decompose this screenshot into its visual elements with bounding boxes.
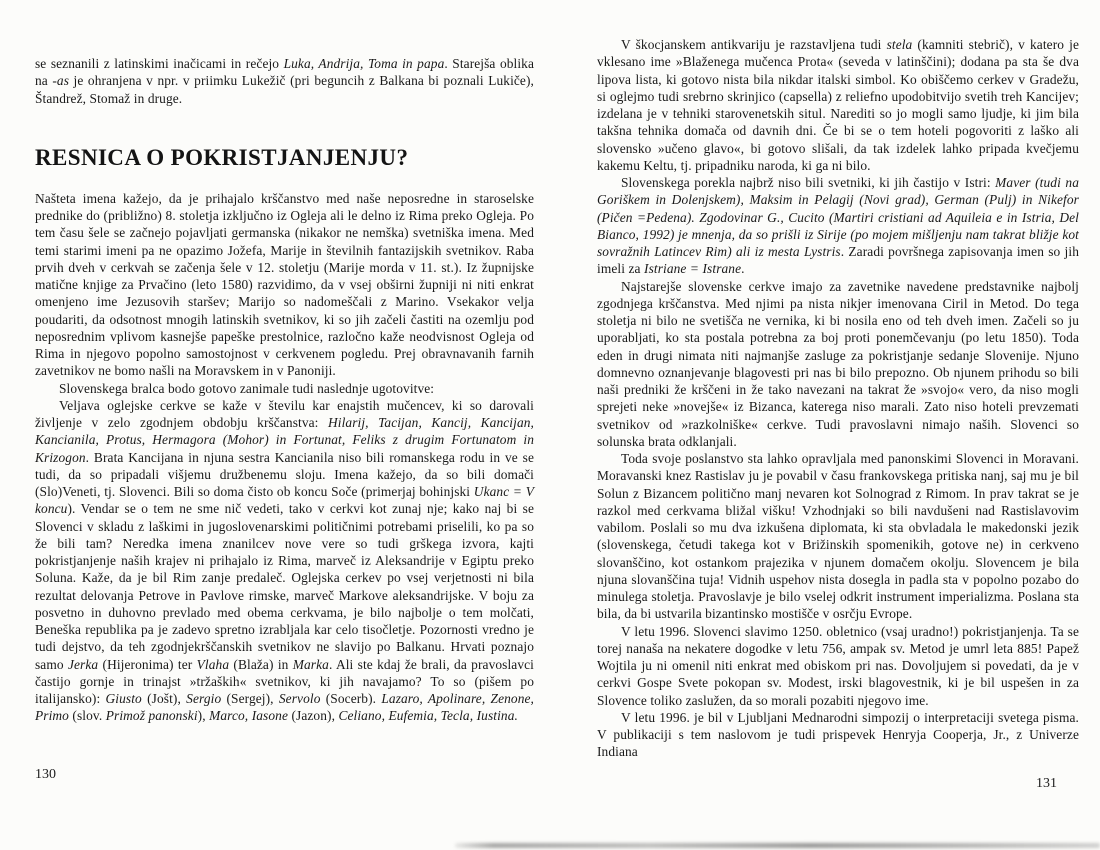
text: . xyxy=(741,261,745,277)
text: . Zaradi površnega zapisovanja imen so jih imeli za xyxy=(597,244,1079,277)
text: (Jošt), xyxy=(141,691,187,706)
text: (kamniti stebrič), v katero je vklesano ime »Blaženega mučenca Prota« (seveda v latinščini); dodana pa sta še dva lipova lista, ki gotovo nista bila nikdar italski simbol. Ko obiščemo cerkev v Gradežu, si oglejmo tudi srebrno skrinjico (capsella) z reliefno upodobitvijo svetih treh Kancijev; izdelana je v tehniki starovenetskih situl. Narediti so jo mogli samo ljudje, ki jim bila takšna tehnika domača od davnih dni. Če bi se o tem hoteli pogovoriti z laško ali slovensko »učeno glavo«, bi gotovo slišali, da tak izdelek lahko pripada kvečjemu kakemu Keltu, tj. pripadniku naroda, ki ga ni bilo. xyxy=(597,37,1079,173)
text: V škocjanskem antikvariju je razstavljena tudi xyxy=(621,37,887,52)
text: Toda svoje poslanstvo sta lahko opravljala med panonskimi Slovenci in Moravani. Moravanski knez Rastislav ju je povabil v času frankovskega pritiska nanj, saj mu je bil Solun z Bizancem politično manj nevaren kot Solnograd z Rimom. In prav takrat se je razkol med cerkvama bližal višku! Vzhodnjaki so bili navdušeni nad Rastislavovim vabilom. Poslali so mu dva izkušena diplomata, ki sta obvladala le makedonski jezik (slovenskega, četudi takega kot v Brižinskih spomenikih, gotove ne) in cerkveno slovanščino, kot ostankom prajezika v njunem domačem okolju. Slovencem je bila njuna slovanščina tuja! Vidnih uspehov nista dosegla in padla sta v popolno pozabo do minulega stoletja. Pravoslavje je bilo vselej odkrit instrument imperializma. Poslana sta bila, da bi ustvarila bizantinsko mostišče v osrčju Evrope. xyxy=(597,451,1079,622)
italic-text: Servolo xyxy=(278,691,321,706)
text: (Sergej), xyxy=(221,691,279,706)
text: V letu 1996. je bil v Ljubljani Mednarodni simpozij o interpretaciji svetega pisma. V publikaciji s tem naslovom je tudi prispevek Henryja Cooperja, Jr., z Univerze Indiana xyxy=(597,709,1079,760)
text: . Starejša oblika na xyxy=(35,56,535,89)
italic-text: Celiano, Eufemia, Tecla, Iustina. xyxy=(338,708,518,724)
italic-text: Luka, Andrija, Toma in papa xyxy=(283,56,445,71)
italic-text: -as xyxy=(52,73,70,89)
text: . Brata Kancijana in njuna sestra Kancianila niso bili romanskega rodu in ve se tudi, da so pripadali višjemu družbenemu sloju. Imena kažejo, da so bili domači (Slo)Veneti, tj. Slovenci. Bili so doma čisto ob koncu Soče (primerjaj bohinjski xyxy=(35,449,534,499)
paragraph xyxy=(35,55,534,107)
text: (Jazon), xyxy=(288,708,339,724)
text: Slovenskega porekla najbrž niso bili svetniki, ki jih častijo v Istri: xyxy=(621,175,996,190)
paragraph xyxy=(35,397,534,725)
italic-text: Sergio xyxy=(186,691,222,706)
text: . Ali ste kdaj že brali, da pravoslavci častijo gornje in trinajst »tržaških« svetnikov, ki jih navajamo? To so (pišem po italijansko): xyxy=(35,656,534,706)
paragraph xyxy=(597,450,1079,623)
page-number-left: 130 xyxy=(35,767,56,782)
text: ), xyxy=(197,708,210,724)
italic-text: Vlaha xyxy=(196,656,230,672)
text: (Blaža) in xyxy=(229,656,293,672)
text: (slov. xyxy=(68,708,106,724)
paragraph xyxy=(597,174,1079,278)
section-heading: RESNICA O POKRISTJANJENJU? xyxy=(35,144,409,170)
italic-text: Maver (tudi na Goriškem in Dolenjskem), Maksim in Pelagij (Novi grad), German (Pulj) in Nikefor (Pičen =Pedena). Zgodovinar G., Cucito (Martiri cristiani ad Aquileia e in Istria, Del Bianco, 1992) je mnenja, da so prišli iz Sirije (po mojem mišljenju nam takrat bližje kot sovražnih Latincev Rim) ali iz mesta Lystris xyxy=(597,175,1079,259)
italic-text: stela xyxy=(886,37,913,52)
italic-text: Jerka xyxy=(67,656,99,672)
text: (Socerb). xyxy=(320,691,382,706)
paragraph xyxy=(597,36,1079,174)
text: V letu 1996. Slovenci slavimo 1250. obletnico (vsaj uradno!) pokristjanjenja. Ta se torej nanaša na nekatere dogodke v letu 756, ampak sv. Metod je umrl leta 885! Papež Wojtila ju ni omenil niti enkrat med obiskom pri nas. Dovoljujem si povedati, da je v cerkvi Gospe Svete pokopan sv. Modest, irski blagovestnik, ki je bil uspešen in za Slovence toliko zaslužen, da so morali pozabiti njegovo ime. xyxy=(597,623,1079,708)
italic-text: Marka xyxy=(292,656,329,672)
right-page-body xyxy=(597,36,1079,761)
italic-text: Primož panonski xyxy=(105,708,198,724)
text: Slovenskega bralca bodo gotovo zanimale tudi naslednje ugotovitve: xyxy=(59,380,435,396)
left-page-body xyxy=(35,190,534,725)
left-page xyxy=(35,55,534,835)
italic-text: Ukanc = V koncu xyxy=(35,484,534,517)
italic-text: Lazaro, Apolinare, Zenone, Primo xyxy=(35,691,534,724)
italic-text: Istriane = Istrane xyxy=(644,261,742,277)
paragraph xyxy=(597,278,1079,451)
left-page-intro xyxy=(35,55,534,107)
paragraph xyxy=(597,709,1079,761)
italic-text: Hilarij, Tacijan, Kancij, Kancijan, Kancianila, Protus, Hermagora (Mohor) in Fortunat, Feliks z drugim Fortunatom in Krizogon xyxy=(35,415,534,465)
paragraph xyxy=(35,190,534,380)
text: Veljava oglejske cerkve se kaže v številu kar enajstih mučencev, ki so darovali življenje v zelo zgodnjem obdobju krščanstva: xyxy=(35,397,534,430)
italic-text: Marco, Iasone xyxy=(209,708,289,724)
scan-artifact xyxy=(455,843,1100,848)
page-number-right: 131 xyxy=(1036,776,1057,791)
text: se seznanili z latinskimi inačicami in rečejo xyxy=(35,56,284,71)
text: Našteta imena kažejo, da je prihajalo krščanstvo med naše neposredne in staroselske prednike do (približno) 8. stoletja izključno iz Ogleja ali le delno iz Rima preko Ogleja. Po tem času šele se začnejo pojavljati germanska (nikakor ne nemška) svetniška imena. Med temi starimi imeni pa ne opazimo Jožefa, Marije in številnih fantazijskih svetnikov. Raba prvih dveh v cerkvah se začenja šele v 12. stoletju (Marije morda v 11. st.). Iz župnijske matične knjige za Prvačino (leto 1580) razvidimo, da v vsej obširni župniji ni niti enkrat omenjeno ime Jezusovih staršev; Marijo so nadomeščali z Marino. Vsekakor velja poudariti, da odsotnost mnogih latinskih svetnikov, ki so jih začeli častiti na ozemlju pod neposrednim vplivom kasnejše papeške prestolnice, razločno kaže neodvisnost Ogleja od Rima in njegovo popolno samostojnost v cerkvenem pogledu. Prej obravnavanih farnih zavetnikov ne bomo našli na Moravskem in v Panoniji. xyxy=(35,190,534,379)
paragraph xyxy=(597,623,1079,709)
text: je ohranjena v npr. v priimku Lukežič (pri beguncih z Balkana bi poznali Lukiče), Štandrež, Stomaž in druge. xyxy=(35,73,534,106)
text: (Hijeronima) ter xyxy=(98,656,197,672)
italic-text: Giusto xyxy=(105,691,142,706)
text: ). Vendar se o tem ne sme nič vedeti, tako v cerkvi kot zunaj nje; kako naj bi se Slovenci v skladu z laškimi in jugoslovenarskimi političnimi potrebami priselili, ko pa so že bili tam? Neredka imena znanilcev nove vere so tudi grškega izvora, kajti pokristjanjenje naših krajev ni prihajalo iz Rima, marveč iz Aleksandrije v Egiptu preko Soluna. Kaže, da je bil Rim zanje predaleč. Oglejska cerkev po vsej verjetnosti ni bila rezultat delovanja Petrove in Pavlove rimske, marveč Markove aleksandrijske. V boju za posvetno in duhovno prevlado med obema cerkvama, je bilo najbolje o tem molčati, Beneška republika pa je zadevo spretno izrabljala kar celo tisočletje. Pozornosti vredno je tudi dejstvo, da teh zgodnjekrščanskih svetnikov ne slavijo po Balkanu. Hrvati poznajo samo xyxy=(35,501,534,672)
right-page xyxy=(597,36,1079,836)
text: Najstarejše slovenske cerkve imajo za zavetnike navedene predstavnike najbolj zgodnjega krščanstva. Med njimi pa nista nikjer imenovana Ciril in Metod. Do tega stoletja ni bilo ne svetišča ne vernika, ki bi nosila eno od teh dveh imen. Začeli so ju uporabljati, ko sta postala potrebna za boj proti ponemčevanju (po letu 1850). Toda eden in drugi nimata niti najmanjše zasluge za pokristjanje sedanje Slovenije. Njuno domnevno oznanjevanje blagovesti pri nas bi bilo prepozno. Ob njunem prihodu so bili naši predniki že krščeni in že tako navezani na takrat že »svojo« vero, da niso mogli sprejeti neke »novejše« iz Bizanca, katerega niso marali. Zato niso hoteli prevzemati svetnikov od »razkolniške« cerkve. Tudi pravoslavni nimajo naših. Slovenci so solunska brata odklanjali. xyxy=(597,278,1079,449)
paragraph xyxy=(35,380,534,397)
